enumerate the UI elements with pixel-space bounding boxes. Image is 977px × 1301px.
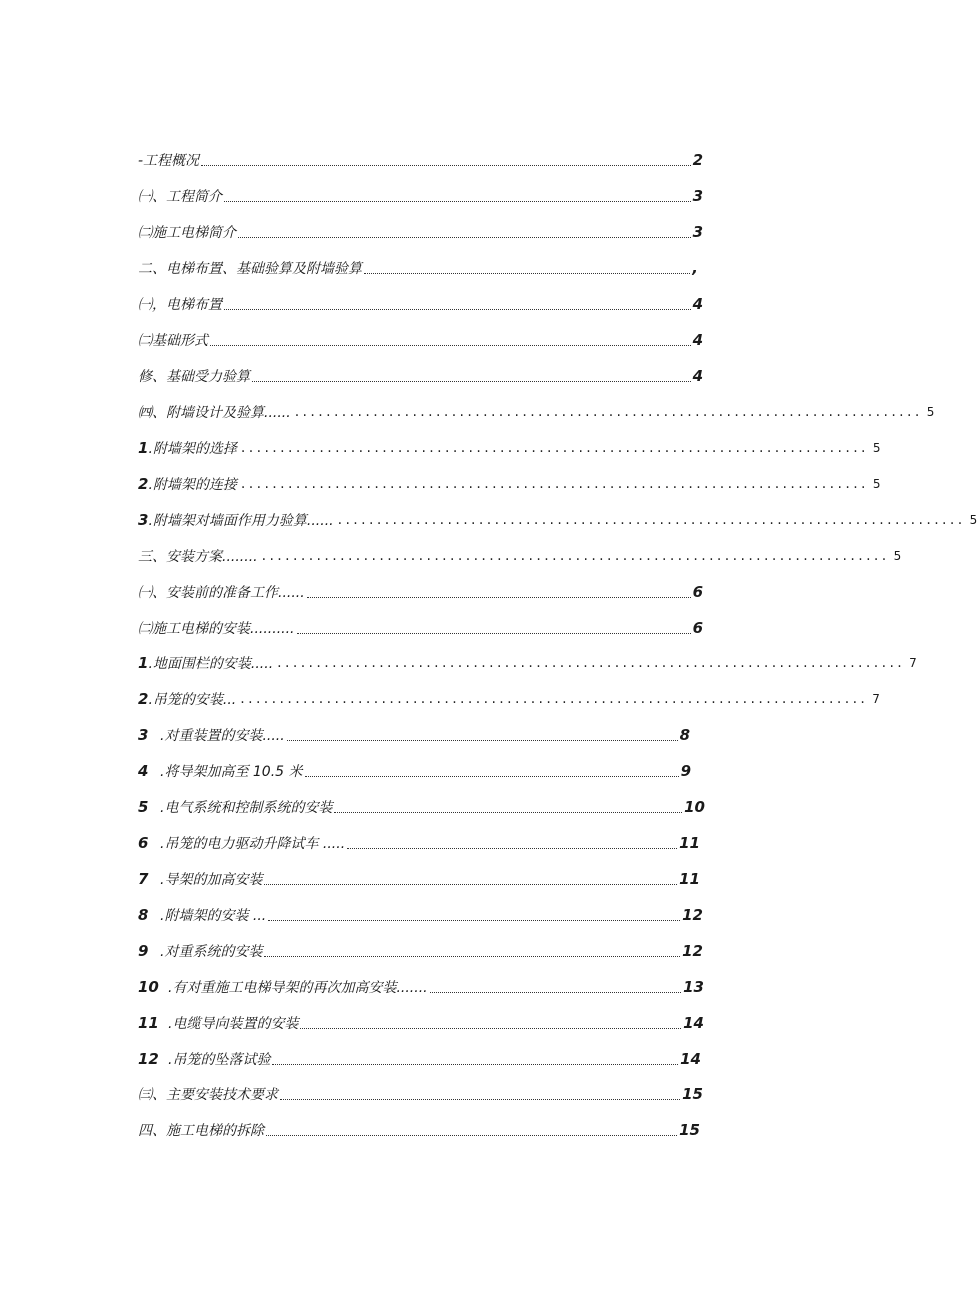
toc-entry bbox=[138, 220, 703, 244]
dot-leader: ................................................................................ bbox=[240, 691, 869, 707]
toc-label: ㈢、主要安装技术要求 bbox=[138, 1087, 278, 1103]
toc-entry bbox=[138, 508, 977, 532]
dot-leader bbox=[430, 992, 682, 993]
toc-page-number: 14 bbox=[680, 1050, 701, 1068]
toc-page-number: 13 bbox=[683, 978, 704, 996]
toc-entry bbox=[138, 148, 703, 172]
toc-item-number: 9 bbox=[138, 942, 149, 960]
dot-leader bbox=[224, 201, 691, 202]
toc-label: .附墙架的选择 bbox=[148, 441, 237, 457]
toc-entry bbox=[138, 184, 703, 208]
toc-item-number: 12 bbox=[138, 1050, 159, 1068]
toc-item-number: 8 bbox=[138, 906, 149, 924]
toc-entry bbox=[138, 1011, 704, 1035]
toc-label: .对重系统的安装 bbox=[160, 944, 263, 960]
dot-leader bbox=[297, 633, 691, 634]
toc-label: ㈠、安装前的准备工作...... bbox=[138, 585, 305, 601]
toc-page-number: 12 bbox=[682, 942, 703, 960]
toc-label: .附墙架的连接 bbox=[148, 477, 237, 493]
toc-page-number: 3 bbox=[692, 223, 703, 241]
toc-page-number: 6 bbox=[692, 583, 703, 601]
dot-leader bbox=[252, 381, 691, 382]
toc-page-number: 6 bbox=[692, 619, 703, 637]
dot-leader bbox=[272, 1064, 678, 1065]
toc-entry bbox=[138, 759, 691, 783]
dot-leader bbox=[238, 237, 691, 238]
dot-leader: ................................................................................ bbox=[261, 548, 890, 564]
toc-page-number: 8 bbox=[679, 726, 690, 744]
dot-leader bbox=[287, 740, 678, 741]
toc-entry bbox=[138, 400, 935, 424]
toc-label: ㈠，电梯布置 bbox=[138, 297, 222, 313]
toc-label: .附墙架对墙面作用力验算...... bbox=[148, 513, 334, 529]
dot-leader bbox=[305, 776, 679, 777]
dot-leader bbox=[224, 309, 691, 310]
toc-item-number: 3 bbox=[138, 511, 149, 529]
toc-page-number: 4 bbox=[692, 295, 703, 313]
toc-entry bbox=[138, 939, 703, 963]
toc-entry bbox=[138, 1047, 701, 1071]
toc-entry bbox=[138, 1082, 703, 1106]
dot-leader bbox=[307, 597, 691, 598]
toc-label: .导架的加高安装 bbox=[160, 872, 263, 888]
toc-label: ㈡基础形式 bbox=[138, 333, 208, 349]
dot-leader: ................................................................................ bbox=[294, 404, 923, 420]
toc-label: 三、安装方案........ bbox=[138, 549, 258, 565]
toc-page-number: 14 bbox=[683, 1014, 704, 1032]
toc-entry bbox=[138, 867, 700, 891]
toc-label: .电缆导向装置的安装 bbox=[168, 1016, 299, 1032]
dot-leader bbox=[201, 165, 691, 166]
toc-entry bbox=[138, 292, 703, 316]
dot-leader bbox=[266, 1135, 677, 1136]
toc-item-number: 7 bbox=[138, 870, 149, 888]
toc-page-number: 11 bbox=[679, 834, 700, 852]
dot-leader bbox=[264, 884, 677, 885]
toc-entry bbox=[138, 472, 881, 496]
toc-label: .电气系统和控制系统的安装 bbox=[160, 800, 333, 816]
toc-item-number: 2 bbox=[138, 690, 149, 708]
dot-leader: ................................................................................ bbox=[240, 440, 869, 456]
toc-page-number: 10 bbox=[684, 798, 705, 816]
toc-label: 四、施工电梯的拆除 bbox=[138, 1123, 264, 1139]
toc-label: 二、电梯布置、基础验算及附墙验算 bbox=[138, 261, 362, 277]
toc-label: 修、基础受力验算 bbox=[138, 369, 250, 385]
toc-entry bbox=[138, 687, 880, 711]
toc-item-number: 6 bbox=[138, 834, 149, 852]
toc-item-number: 3 bbox=[138, 726, 149, 744]
toc-entry bbox=[138, 580, 703, 604]
dot-leader bbox=[264, 956, 680, 957]
toc-item-number: 11 bbox=[138, 1014, 159, 1032]
toc-entry bbox=[138, 544, 902, 568]
toc-label: .将导架加高至 10.5 米 bbox=[160, 764, 303, 780]
toc-entry bbox=[138, 328, 703, 352]
dot-leader: ................................................................................ bbox=[240, 476, 869, 492]
toc-label: .吊笼的坠落试验 bbox=[168, 1052, 271, 1068]
dot-leader: ................................................................................ bbox=[337, 512, 966, 528]
toc-entry bbox=[138, 616, 703, 640]
toc-label: .吊笼的电力驱动升降试车 ..... bbox=[160, 836, 346, 852]
toc-entry bbox=[138, 436, 881, 460]
dot-leader: ................................................................................ bbox=[277, 655, 906, 671]
toc-item-number: 1 bbox=[138, 654, 149, 672]
toc-page-number: 15 bbox=[682, 1085, 703, 1103]
dot-leader bbox=[268, 920, 680, 921]
toc-item-number: 10 bbox=[138, 978, 159, 996]
toc-label: ㈣、附墙设计及验算...... bbox=[138, 405, 291, 421]
toc-entry bbox=[138, 975, 704, 999]
toc-page-number: 11 bbox=[679, 870, 700, 888]
toc-page-number: 12 bbox=[682, 906, 703, 924]
dot-leader bbox=[300, 1028, 681, 1029]
toc-item-number: 1 bbox=[138, 439, 149, 457]
toc-page-number: 2 bbox=[692, 151, 703, 169]
toc-entry bbox=[138, 1118, 700, 1142]
toc-page-number: 7 bbox=[872, 692, 880, 706]
toc-label: ㈡施工电梯简介 bbox=[138, 225, 236, 241]
toc-label: .有对重施工电梯导架的再次加高安装....... bbox=[168, 980, 428, 996]
toc-page-number: 4 bbox=[692, 331, 703, 349]
toc-page-number: 5 bbox=[969, 513, 977, 527]
toc-page-number: 9 bbox=[680, 762, 691, 780]
toc-page-number: 3 bbox=[692, 187, 703, 205]
toc-item-number: 5 bbox=[138, 798, 149, 816]
toc-page-number: , bbox=[692, 259, 698, 277]
toc-entry bbox=[138, 256, 698, 280]
toc-label: -工程概况 bbox=[138, 153, 200, 169]
toc-label: .对重装置的安装..... bbox=[160, 728, 285, 744]
toc-item-number: 2 bbox=[138, 475, 149, 493]
toc-page-number: 5 bbox=[893, 549, 902, 563]
toc-entry bbox=[138, 903, 703, 927]
toc-entry bbox=[138, 723, 690, 747]
toc-entry bbox=[138, 651, 917, 675]
toc-label: ㈠、工程简介 bbox=[138, 189, 222, 205]
dot-leader bbox=[364, 273, 690, 274]
toc-page-number: 5 bbox=[926, 405, 935, 419]
dot-leader bbox=[280, 1099, 680, 1100]
toc-entry bbox=[138, 795, 705, 819]
toc-label: ㈡施工电梯的安装.......... bbox=[138, 621, 295, 637]
toc-label: .吊笼的安装... bbox=[148, 692, 237, 708]
toc-entry bbox=[138, 831, 700, 855]
toc-label: .地面围栏的安装..... bbox=[148, 656, 274, 672]
toc-page-number: 7 bbox=[909, 656, 917, 670]
toc-label: .附墙架的安装 ... bbox=[160, 908, 267, 924]
dot-leader bbox=[347, 848, 677, 849]
dot-leader bbox=[334, 812, 682, 813]
toc-page-number: 4 bbox=[692, 367, 703, 385]
dot-leader bbox=[210, 345, 691, 346]
toc-entry bbox=[138, 364, 703, 388]
toc-page-number: 5 bbox=[872, 441, 881, 455]
toc-page-number: 15 bbox=[679, 1121, 700, 1139]
toc-item-number: 4 bbox=[138, 762, 149, 780]
toc-page-number: 5 bbox=[872, 477, 881, 491]
